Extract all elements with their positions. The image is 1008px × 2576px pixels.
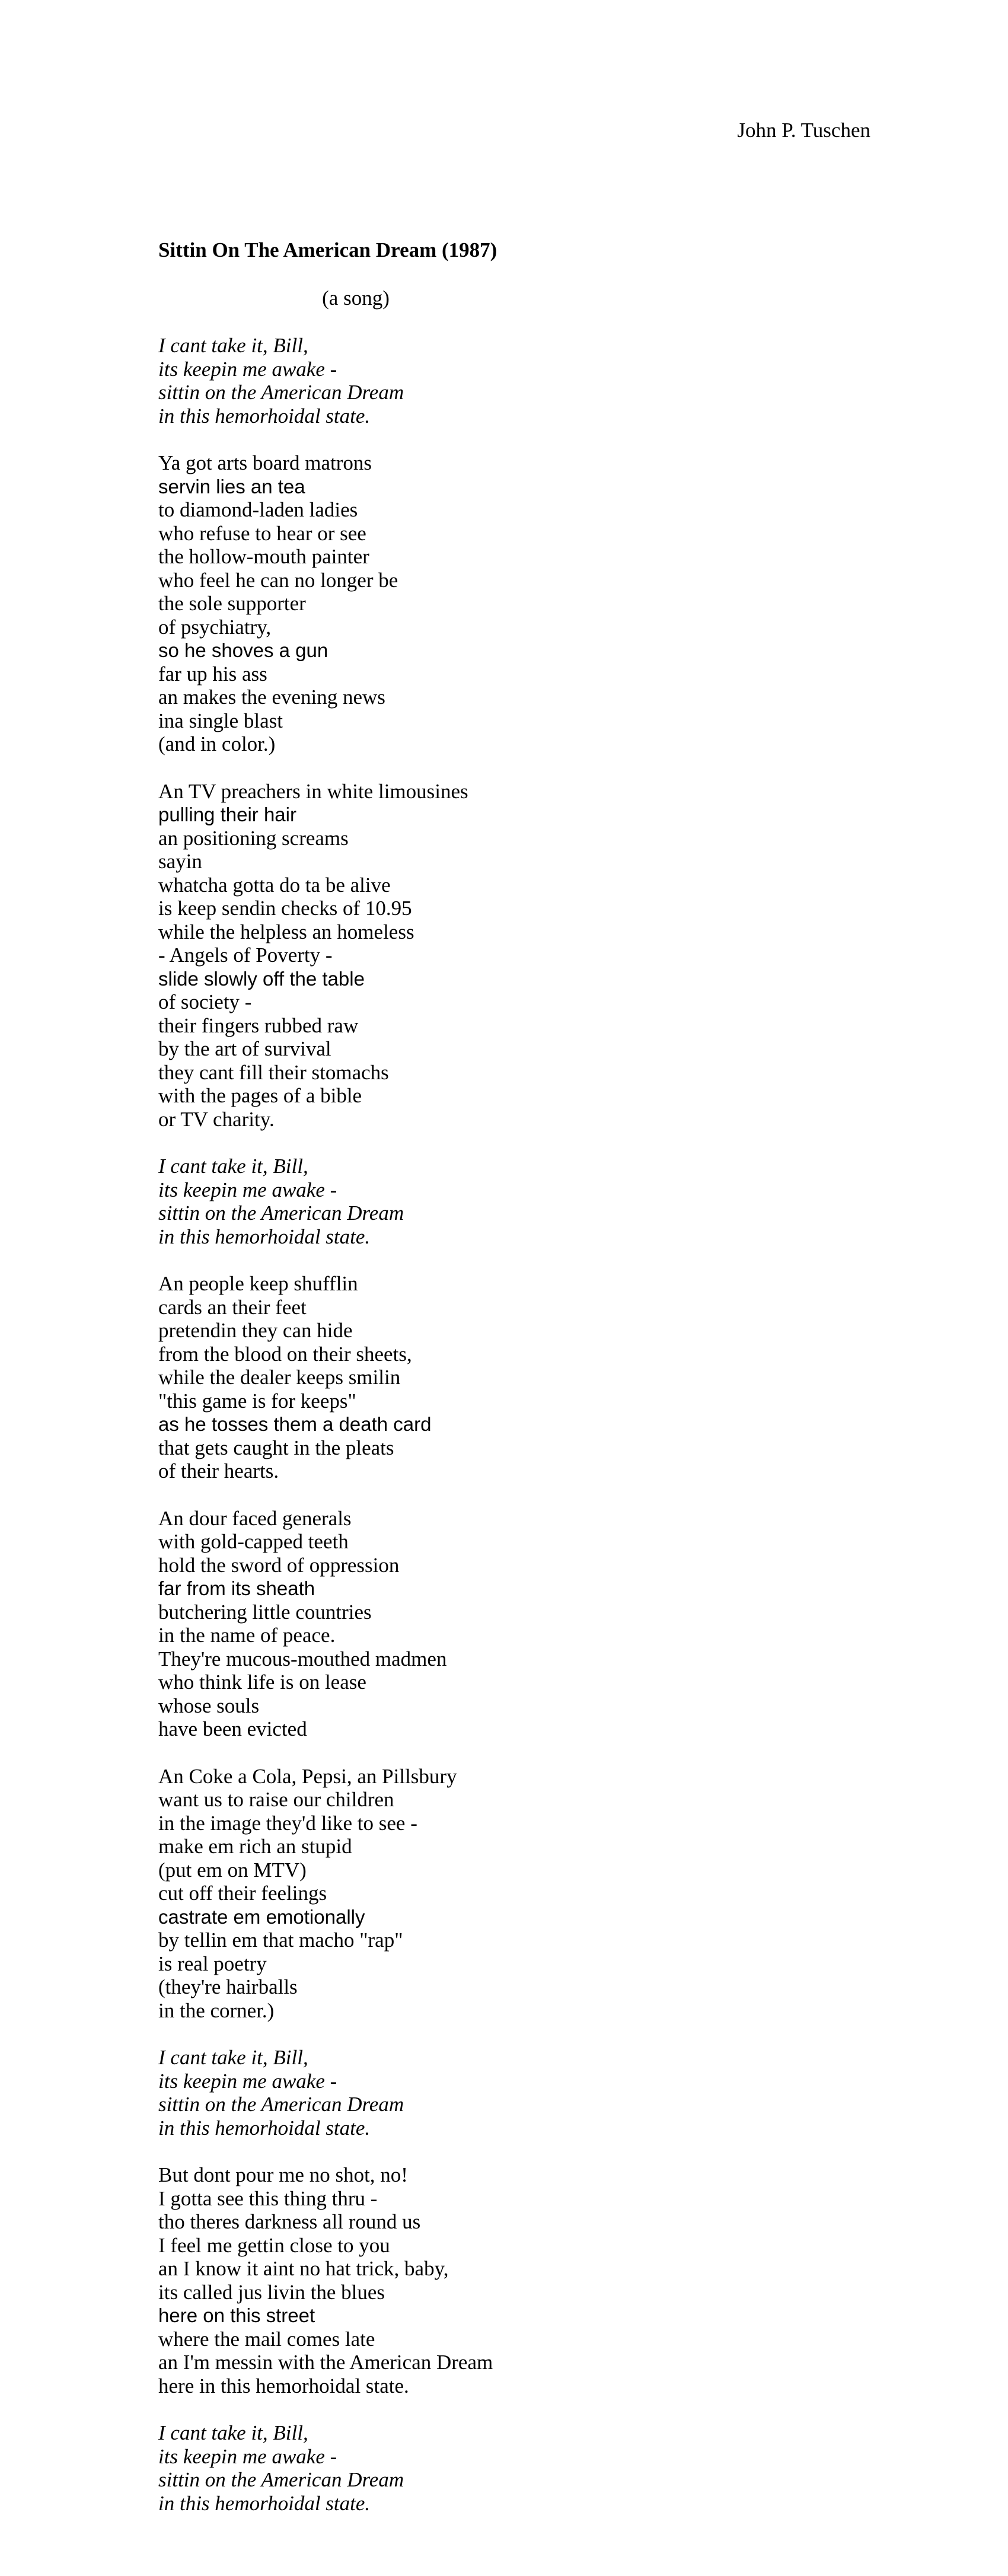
stanza: [158, 1507, 870, 1741]
poem-line: sayin: [158, 850, 202, 873]
poem-line: the hollow-mouth painter: [158, 545, 369, 568]
poem-line: who think life is on lease: [158, 1670, 366, 1694]
poem-line: with gold-capped teeth: [158, 1530, 349, 1553]
stanza: [158, 451, 870, 756]
poem-subtitle-wrapper: [158, 286, 692, 310]
poem-line: make em rich an stupid: [158, 1835, 352, 1858]
poem-line: an positioning screams: [158, 826, 349, 850]
poem-line: I cant take it, Bill,: [158, 1155, 308, 1178]
poem-line: servin lies an tea: [158, 475, 305, 498]
poem-line: An people keep shufflin: [158, 1272, 358, 1295]
poem-line: their fingers rubbed raw: [158, 1013, 359, 1037]
poem-line: in this hemorhoidal state.: [158, 2116, 371, 2140]
poem-line: or TV charity.: [158, 1107, 275, 1131]
poem-line: pulling their hair: [158, 804, 296, 825]
poem-line: I cant take it, Bill,: [158, 2046, 308, 2069]
poem-line: in the name of peace.: [158, 1624, 336, 1647]
poem-line: "this game is for keeps": [158, 1389, 356, 1413]
poem-line: whatcha gotta do ta be alive: [158, 873, 391, 897]
stanza: [158, 1272, 870, 1483]
poem-line: sittin on the American Dream: [158, 381, 404, 404]
poem-line: an makes the evening news: [158, 686, 385, 709]
poem-line: have been evicted: [158, 1717, 307, 1740]
stanzas: [158, 334, 870, 2515]
poem-line: I cant take it, Bill,: [158, 334, 308, 357]
poem-line: (put em on MTV): [158, 1858, 307, 1882]
poem-line: in the corner.): [158, 1998, 275, 2022]
poem-line: far from its sheath: [158, 1577, 315, 1599]
stanza: [158, 1765, 870, 2023]
poem-line: is keep sendin checks of 10.95: [158, 897, 412, 920]
poem-title: Sittin On The American Dream (1987): [158, 238, 497, 262]
poem-line: cards an their feet: [158, 1295, 307, 1319]
poem-line: sittin on the American Dream: [158, 2093, 404, 2116]
stanza: [158, 2163, 870, 2398]
poem-line: An Coke a Cola, Pepsi, an Pillsbury: [158, 1764, 457, 1788]
poem-line: who feel he can no longer be: [158, 568, 398, 592]
poem-line: with the pages of a bible: [158, 1084, 362, 1107]
poem-line: far up his ass: [158, 662, 267, 686]
poem-line: I cant take it, Bill,: [158, 2421, 308, 2444]
poem-line: the sole supporter: [158, 592, 306, 615]
poem-line: its called jus livin the blues: [158, 2280, 385, 2304]
refrain-stanza: [158, 2421, 870, 2515]
poem-line: slide slowly off the table: [158, 967, 365, 990]
stanza: [158, 780, 870, 1131]
poem-line: hold the sword of oppression: [158, 1553, 400, 1577]
poem-line: of psychiatry,: [158, 615, 272, 639]
poem-line: while the dealer keeps smilin: [158, 1366, 401, 1389]
refrain-stanza: [158, 334, 870, 428]
poem-line: - Angels of Poverty -: [158, 943, 333, 967]
poem-line: (they're hairballs: [158, 1975, 298, 1998]
poem-line: pretendin they can hide: [158, 1319, 353, 1342]
poem-line: is real poetry: [158, 1952, 267, 1975]
poem-line: sittin on the American Dream: [158, 2468, 404, 2491]
poem-line: who refuse to hear or see: [158, 521, 366, 545]
poem-line: I gotta see this thing thru -: [158, 2186, 378, 2210]
poem-line: from the blood on their sheets,: [158, 1342, 412, 1366]
poem-line: an I'm messin with the American Dream: [158, 2351, 493, 2374]
poem-line: where the mail comes late: [158, 2327, 375, 2351]
poem-line: as he tosses them a death card: [158, 1413, 432, 1435]
poem-line: butchering little countries: [158, 1600, 372, 1624]
poem-line: whose souls: [158, 1694, 260, 1717]
poem-line: of their hearts.: [158, 1459, 279, 1483]
poem-line: in the image they'd like to see -: [158, 1811, 417, 1835]
poem-line: But dont pour me no shot, no!: [158, 2163, 408, 2186]
poem-line: its keepin me awake -: [158, 2444, 337, 2468]
poem-line: An dour faced generals: [158, 1506, 352, 1530]
poem-line: so he shoves a gun: [158, 639, 328, 661]
poem-line: here in this hemorhoidal state.: [158, 2374, 409, 2398]
poem-line: that gets caught in the pleats: [158, 1436, 394, 1459]
poem-line: tho theres darkness all round us: [158, 2210, 421, 2233]
poem-line: its keepin me awake -: [158, 2069, 337, 2093]
poem: [158, 238, 870, 2515]
poem-line: want us to raise our children: [158, 1788, 394, 1811]
poem-line: its keepin me awake -: [158, 357, 337, 381]
poem-line: Ya got arts board matrons: [158, 451, 372, 474]
poem-line: in this hemorhoidal state.: [158, 1225, 371, 1248]
poem-line: cut off their feelings: [158, 1882, 327, 1905]
poem-line: in this hemorhoidal state.: [158, 2491, 371, 2515]
poem-line: by tellin em that macho "rap": [158, 1928, 403, 1952]
poem-line: while the helpless an homeless: [158, 920, 414, 943]
poem-line: here on this street: [158, 2304, 315, 2326]
poem-line: they cant fill their stomachs: [158, 1060, 389, 1084]
refrain-stanza: [158, 2046, 870, 2140]
poem-line: of society -: [158, 990, 252, 1013]
poem-line: sittin on the American Dream: [158, 1201, 404, 1225]
poem-line: I feel me gettin close to you: [158, 2233, 390, 2257]
poem-line: by the art of survival: [158, 1037, 331, 1060]
poem-line: (and in color.): [158, 732, 276, 755]
poem-line: They're mucous-mouthed madmen: [158, 1647, 447, 1670]
poem-line: its keepin me awake -: [158, 1178, 337, 1201]
poem-subtitle: (a song): [322, 286, 390, 310]
poem-line: castrate em emotionally: [158, 1905, 365, 1928]
poem-line: ina single blast: [158, 709, 283, 732]
poem-line: an I know it aint no hat trick, baby,: [158, 2257, 449, 2280]
poem-line: to diamond-laden ladies: [158, 498, 358, 521]
refrain-stanza: [158, 1155, 870, 1248]
poem-line: in this hemorhoidal state.: [158, 404, 371, 428]
poem-line: An TV preachers in white limousines: [158, 779, 468, 803]
author-name: John P. Tuschen: [737, 119, 870, 142]
